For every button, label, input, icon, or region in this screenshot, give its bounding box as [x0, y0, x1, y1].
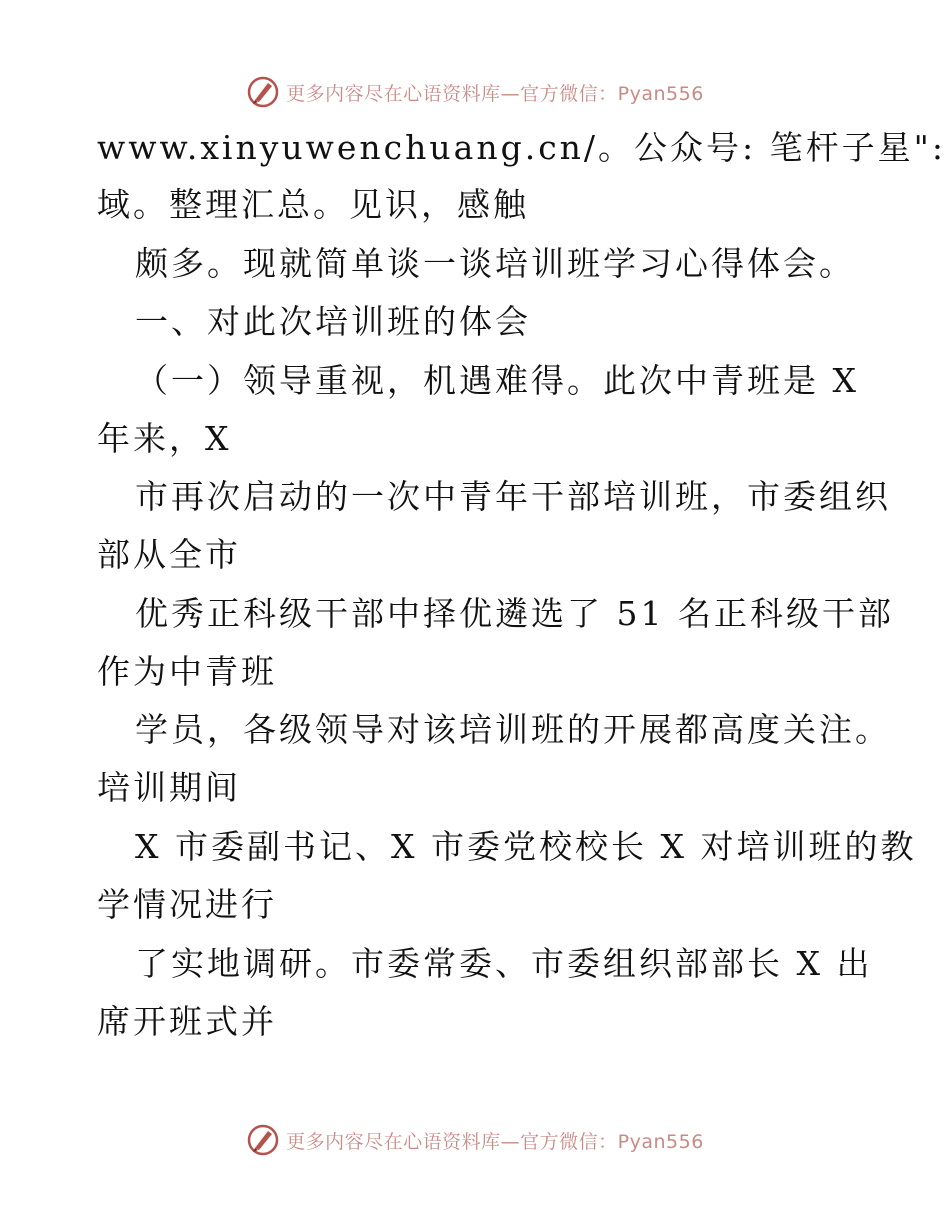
watermark-text: 更多内容尽在心语资料库—官方微信：Pyan556 [286, 1130, 704, 1153]
text-line: 培训期间 [97, 768, 241, 807]
section-heading: 一、对此次培训班的体会 [135, 302, 531, 341]
quill-pen-logo-icon [246, 75, 280, 109]
text-line: （一）领导重视，机遇难得。此次中青班是 X [135, 361, 859, 400]
quill-pen-logo-icon [246, 1123, 280, 1157]
text-line: 域。整理汇总。见识，感触 [97, 185, 529, 224]
text-line: X 市委副书记、X 市委党校校长 X 对培训班的教 [135, 827, 917, 866]
text-line: 部从全市 [97, 535, 241, 574]
text-line: 作为中青班 [97, 652, 277, 691]
text-line: 了实地调研。市委常委、市委组织部部长 X 出 [135, 944, 873, 983]
footer-watermark [0, 1118, 950, 1162]
text-line: 市再次启动的一次中青年干部培训班，市委组织 [135, 477, 891, 516]
watermark-text: 更多内容尽在心语资料库—官方微信：Pyan556 [286, 82, 704, 105]
text-line: 学员，各级领导对该培训班的开展都高度关注。 [135, 710, 891, 749]
text-line: 年来，X [97, 419, 232, 458]
text-line: 颇多。现就简单谈一谈培训班学习心得体会。 [135, 244, 855, 283]
text-line: 学情况进行 [97, 885, 277, 924]
text-line: 席开班式并 [97, 1002, 277, 1041]
header-watermark [0, 70, 950, 114]
text-line: 优秀正科级干部中择优遴选了 51 名正科级干部 [135, 594, 894, 633]
text-line: www.xinyuwenchuang.cn/。公众号: 笔杆子星": [97, 128, 946, 167]
